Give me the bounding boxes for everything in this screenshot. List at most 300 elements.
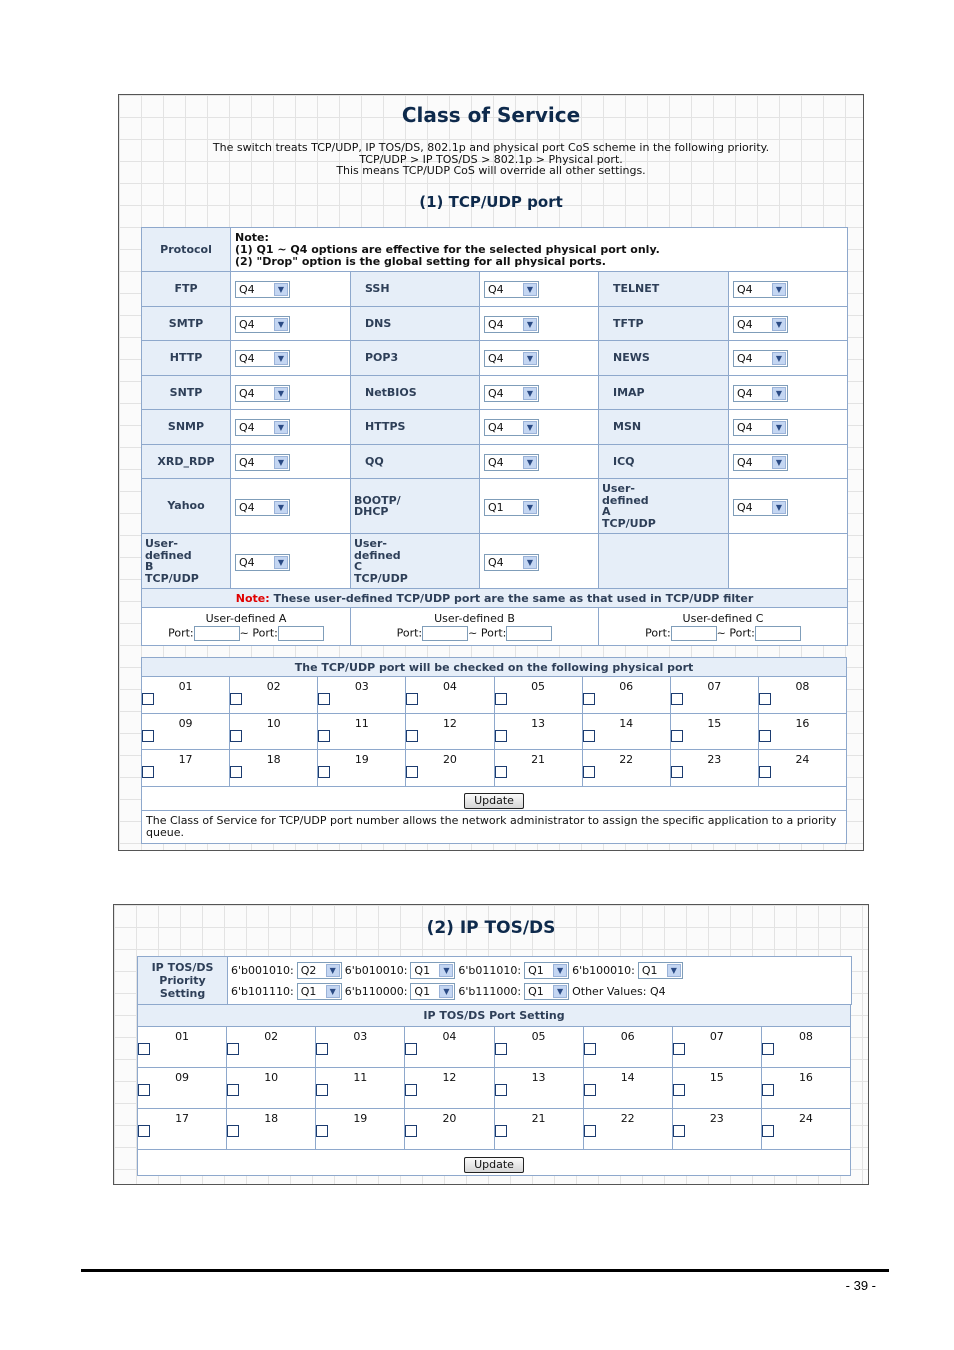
chevron-down-icon[interactable]: ▼ (523, 456, 537, 469)
priority-select[interactable] (484, 454, 539, 471)
port-number: 04 (442, 680, 457, 693)
tos-mapping-row (231, 960, 848, 981)
priority-select[interactable] (733, 499, 788, 516)
port-to-input[interactable] (755, 626, 801, 641)
port-checkbox[interactable] (759, 730, 771, 742)
port-checkbox[interactable] (673, 1084, 685, 1096)
priority-select[interactable] (484, 350, 539, 367)
select-value: Q4 (488, 352, 504, 366)
select-value: Q1 (488, 500, 504, 514)
intro-line: This means TCP/UDP CoS will override all other settings. (336, 164, 646, 177)
note-line: (2) "Drop" option is the global setting for all physical ports. (235, 254, 606, 268)
priority-select[interactable] (235, 419, 290, 436)
port-checkbox[interactable] (406, 730, 418, 742)
priority-select[interactable] (484, 281, 539, 298)
protocol-name: SNMP (142, 410, 231, 445)
select-value: Q1 (528, 984, 544, 998)
section-title-ip-tos: (2) IP TOS/DS (426, 918, 556, 938)
protocol-row (142, 341, 848, 376)
port-cell (227, 1068, 316, 1109)
port-cell (670, 713, 758, 750)
port-checkbox[interactable] (762, 1125, 774, 1137)
port-to-label: ~ Port: (239, 626, 278, 640)
priority-select[interactable] (484, 499, 539, 516)
port-cell (494, 1027, 583, 1068)
port-row (138, 1027, 851, 1068)
port-checkbox[interactable] (227, 1084, 239, 1096)
protocol-name-line: defined (145, 548, 192, 562)
port-number: 20 (442, 753, 457, 767)
port-number: 23 (707, 753, 722, 767)
port-number: 11 (354, 716, 369, 730)
port-number: 14 (619, 716, 634, 730)
protocol-priority-cell (231, 444, 351, 479)
priority-select[interactable] (235, 454, 290, 471)
port-checkbox[interactable] (316, 1084, 328, 1096)
empty-cell (729, 534, 848, 589)
port-checkbox[interactable] (673, 1125, 685, 1137)
port-number: 12 (442, 1071, 457, 1084)
port-number: 01 (175, 1030, 190, 1043)
chevron-down-icon[interactable]: ▼ (439, 964, 453, 977)
port-checkbox[interactable] (495, 730, 507, 742)
port-cell (758, 677, 846, 714)
port-cell (582, 750, 670, 787)
priority-select[interactable] (733, 350, 788, 367)
port-number: 09 (178, 716, 193, 730)
port-checkbox[interactable] (142, 730, 154, 742)
select-value: Q4 (239, 386, 255, 400)
port-number: 07 (707, 680, 722, 693)
chevron-down-icon[interactable]: ▼ (772, 456, 786, 469)
port-cell (318, 713, 406, 750)
port-checkbox[interactable] (406, 766, 418, 778)
port-checkbox[interactable] (495, 1084, 507, 1096)
port-checkbox[interactable] (495, 1043, 507, 1055)
port-checkbox[interactable] (138, 1084, 150, 1096)
port-checkbox[interactable] (584, 1043, 596, 1055)
protocol-row (142, 375, 848, 410)
port-cell (318, 677, 406, 714)
priority-select[interactable] (733, 419, 788, 436)
protocol-name-line: C (354, 560, 363, 573)
update-row (138, 1150, 851, 1176)
port-checkbox[interactable] (318, 766, 330, 778)
update-cell (142, 787, 847, 811)
protocol-table (141, 227, 848, 589)
protocol-name: SNTP (142, 375, 231, 410)
port-cell (758, 750, 846, 787)
chevron-down-icon[interactable]: ▼ (274, 501, 288, 514)
tos-priority-table (137, 956, 852, 1005)
port-checkbox[interactable] (583, 730, 595, 742)
chevron-down-icon[interactable]: ▼ (523, 283, 537, 296)
select-value: Q4 (737, 421, 753, 435)
protocol-priority-cell (480, 410, 599, 445)
priority-select[interactable] (297, 962, 342, 979)
chevron-down-icon[interactable]: ▼ (772, 501, 786, 514)
protocol-priority-cell (480, 534, 599, 589)
chevron-down-icon[interactable]: ▼ (553, 985, 567, 998)
tos-priority-label (138, 957, 228, 1005)
page-title: Class of Service (401, 103, 581, 127)
priority-select[interactable] (524, 962, 569, 979)
physical-port-header: The TCP/UDP port will be checked on the following physical port (142, 658, 847, 677)
protocol-name-line: TCP/UDP (145, 571, 199, 585)
priority-select[interactable] (484, 419, 539, 436)
priority-select[interactable] (235, 385, 290, 402)
port-checkbox[interactable] (230, 693, 242, 705)
protocol-name-line: Yahoo (167, 499, 205, 513)
userdef-port-range (351, 626, 598, 641)
port-from-input[interactable] (422, 626, 468, 641)
protocol-name (351, 534, 480, 589)
port-number: 15 (709, 1071, 724, 1084)
chevron-down-icon[interactable]: ▼ (274, 421, 288, 434)
port-cell (583, 1027, 672, 1068)
port-to-input[interactable] (506, 626, 552, 641)
update-button[interactable]: Update (464, 1157, 524, 1173)
update-row (142, 787, 847, 811)
port-number: 21 (531, 753, 546, 767)
chevron-down-icon[interactable]: ▼ (523, 421, 537, 434)
select-value: Q4 (239, 455, 255, 469)
protocol-priority-cell (480, 341, 599, 376)
note-line: (1) Q1 ~ Q4 options are effective for the selected physical port only. (235, 242, 660, 256)
priority-select[interactable] (733, 281, 788, 298)
protocol-name: TFTP (599, 306, 729, 341)
port-checkbox[interactable] (584, 1084, 596, 1096)
chevron-down-icon[interactable]: ▼ (439, 985, 453, 998)
protocol-name (142, 479, 231, 534)
protocol-priority-cell (231, 479, 351, 534)
tos-mappings (228, 957, 852, 1005)
userdef-port-range (599, 626, 847, 641)
port-cell (761, 1027, 850, 1068)
protocol-row (142, 479, 848, 534)
port-checkbox[interactable] (316, 1043, 328, 1055)
chevron-down-icon[interactable]: ▼ (523, 387, 537, 400)
page-number: - 39 - (845, 1278, 876, 1293)
select-value: Q1 (300, 984, 317, 998)
port-checkbox[interactable] (142, 693, 154, 705)
port-checkbox[interactable] (230, 766, 242, 778)
priority-select[interactable] (733, 316, 788, 333)
port-checkbox[interactable] (495, 693, 507, 705)
select-value: Q4 (239, 421, 255, 435)
select-value: Q4 (488, 555, 504, 569)
port-number: 11 (353, 1071, 368, 1084)
protocol-name: TELNET (599, 272, 729, 307)
protocol-name-line: B (145, 560, 154, 573)
userdef-table (141, 588, 848, 646)
port-cell (138, 1109, 227, 1150)
port-cell (758, 713, 846, 750)
update-cell (138, 1150, 851, 1176)
port-checkbox[interactable] (316, 1125, 328, 1137)
port-from-input[interactable] (671, 626, 717, 641)
protocol-name: IMAP (599, 375, 729, 410)
protocol-name-line: BOOTP/ (354, 493, 401, 507)
protocol-name: HTTP (142, 341, 231, 376)
chevron-down-icon[interactable]: ▼ (772, 318, 786, 331)
priority-select[interactable] (410, 983, 455, 1000)
priority-select[interactable] (235, 316, 290, 333)
select-value: Q4 (488, 386, 504, 400)
protocol-name (351, 479, 480, 534)
tos-mapping-label: 6'b010010: (344, 963, 408, 977)
chevron-down-icon[interactable]: ▼ (772, 283, 786, 296)
userdef-group-label: User-defined A (205, 612, 287, 625)
priority-select[interactable] (733, 385, 788, 402)
select-value: Q4 (239, 317, 255, 331)
select-value: Q4 (239, 283, 255, 297)
priority-select[interactable] (235, 350, 290, 367)
chevron-down-icon[interactable]: ▼ (772, 387, 786, 400)
description-row (142, 811, 847, 844)
tos-mapping-row (231, 981, 848, 1002)
port-checkbox[interactable] (583, 766, 595, 778)
port-number: 02 (266, 680, 281, 693)
port-number: 02 (264, 1030, 279, 1043)
chevron-down-icon[interactable]: ▼ (523, 318, 537, 331)
port-checkbox[interactable] (138, 1125, 150, 1137)
protocol-name: NEWS (599, 341, 729, 376)
priority-select[interactable] (484, 554, 539, 571)
chevron-down-icon[interactable]: ▼ (274, 318, 288, 331)
protocol-name: POP3 (351, 341, 480, 376)
port-checkbox[interactable] (227, 1043, 239, 1055)
select-value: Q1 (641, 963, 658, 977)
port-checkbox[interactable] (138, 1043, 150, 1055)
select-value: Q1 (528, 963, 544, 977)
label-line: Priority (159, 974, 206, 987)
intro-line: The switch treats TCP/UDP, IP TOS/DS, 802.1p and physical port CoS scheme in the following priority. (212, 141, 770, 154)
protocol-priority-cell (231, 375, 351, 410)
chevron-down-icon[interactable]: ▼ (274, 283, 288, 296)
tos-mapping-label: 6'b001010: (231, 963, 294, 977)
chevron-down-icon[interactable]: ▼ (772, 421, 786, 434)
port-checkbox[interactable] (584, 1125, 596, 1137)
port-cell (406, 750, 494, 787)
port-number: 10 (266, 716, 281, 730)
select-value: Q4 (737, 500, 753, 514)
priority-select[interactable] (733, 454, 788, 471)
protocol-name (599, 479, 729, 534)
priority-select[interactable] (235, 554, 290, 571)
port-number: 05 (531, 1030, 546, 1043)
chevron-down-icon[interactable]: ▼ (772, 352, 786, 365)
tos-mapping-label: 6'b110000: (344, 984, 408, 998)
chevron-down-icon[interactable]: ▼ (274, 387, 288, 400)
port-cell (672, 1068, 761, 1109)
protocol-name-line: User- (145, 537, 178, 550)
port-number: 16 (798, 1071, 813, 1084)
protocol-priority-cell (231, 341, 351, 376)
port-number: 08 (795, 680, 810, 693)
protocol-name: QQ (351, 444, 480, 479)
protocol-priority-cell (729, 306, 848, 341)
protocol-name-line: User- (354, 537, 387, 550)
update-button[interactable]: Update (464, 793, 524, 809)
priority-select[interactable] (484, 385, 539, 402)
port-cell (138, 1027, 227, 1068)
protocol-name: HTTPS (351, 410, 480, 445)
port-to-label: ~ Port: (716, 626, 755, 640)
chevron-down-icon[interactable]: ▼ (523, 556, 537, 569)
port-checkbox[interactable] (230, 730, 242, 742)
port-number: 06 (619, 680, 634, 693)
port-number: 06 (620, 1030, 635, 1043)
port-checkbox[interactable] (318, 693, 330, 705)
port-from-input[interactable] (194, 626, 240, 641)
protocol-name: XRD_RDP (142, 444, 231, 479)
port-checkbox[interactable] (762, 1084, 774, 1096)
protocol-priority-cell (231, 534, 351, 589)
port-number: 12 (442, 716, 457, 730)
port-to-input[interactable] (278, 626, 324, 641)
protocol-priority-cell (480, 375, 599, 410)
port-checkbox[interactable] (673, 1043, 685, 1055)
protocol-name-line: A (602, 505, 611, 518)
port-cell (138, 1068, 227, 1109)
protocol-priority-cell (231, 306, 351, 341)
chevron-down-icon[interactable]: ▼ (274, 456, 288, 469)
priority-select[interactable] (235, 281, 290, 298)
port-checkbox[interactable] (227, 1125, 239, 1137)
select-value: Q1 (414, 963, 431, 977)
port-cell (583, 1068, 672, 1109)
priority-select[interactable] (297, 983, 342, 1000)
port-checkbox[interactable] (671, 766, 683, 778)
protocol-name: DNS (351, 306, 480, 341)
port-number: 05 (531, 680, 546, 693)
label-line: Setting (159, 987, 206, 1000)
protocol-priority-cell (231, 410, 351, 445)
protocol-priority-cell (480, 479, 599, 534)
protocol-priority-cell (480, 444, 599, 479)
note-text: These user-defined TCP/UDP port are the same as that used in TCP/UDP filter (269, 591, 754, 605)
port-from-label: Port: (168, 626, 194, 640)
port-checkbox[interactable] (318, 730, 330, 742)
port-row (142, 677, 847, 714)
protocol-row (142, 272, 848, 307)
port-number: 08 (798, 1030, 813, 1043)
priority-select[interactable] (410, 962, 455, 979)
port-row (138, 1068, 851, 1109)
port-cell (316, 1027, 405, 1068)
protocol-priority-cell (231, 272, 351, 307)
footer-rule (81, 1269, 889, 1272)
userdef-group (142, 608, 351, 646)
note-label: Note: (235, 591, 270, 605)
userdef-group-label: User-defined B (434, 612, 515, 625)
chevron-down-icon[interactable]: ▼ (667, 964, 681, 977)
port-checkbox[interactable] (762, 1043, 774, 1055)
tos-mapping-label: 6'b100010: (572, 963, 635, 977)
protocol-name-line: DHCP (354, 505, 389, 518)
port-cell (405, 1068, 494, 1109)
port-checkbox[interactable] (142, 766, 154, 778)
select-value: Q4 (737, 317, 753, 331)
port-checkbox[interactable] (671, 693, 683, 705)
tos-mapping-label: 6'b011010: (458, 963, 522, 977)
chevron-down-icon[interactable]: ▼ (326, 985, 340, 998)
select-value: Q4 (239, 352, 255, 366)
port-checkbox[interactable] (495, 1125, 507, 1137)
port-checkbox[interactable] (495, 766, 507, 778)
port-to-label: ~ Port: (468, 626, 507, 640)
port-number: 15 (707, 716, 722, 730)
priority-select[interactable] (638, 962, 683, 979)
select-value: Q4 (488, 317, 504, 331)
port-number: 18 (264, 1112, 279, 1125)
select-value: Q4 (737, 455, 753, 469)
port-cell (672, 1109, 761, 1150)
userdef-group (351, 608, 599, 646)
port-checkbox[interactable] (405, 1125, 417, 1137)
protocol-name-line: TCP/UDP (354, 571, 408, 585)
chevron-down-icon[interactable]: ▼ (523, 352, 537, 365)
port-row (142, 750, 847, 787)
port-number: 16 (795, 716, 810, 730)
port-number: 22 (620, 1112, 635, 1125)
protocol-name: SSH (351, 272, 480, 307)
select-value: Q4 (239, 500, 255, 514)
chevron-down-icon[interactable]: ▼ (326, 964, 340, 977)
port-checkbox[interactable] (583, 693, 595, 705)
chevron-down-icon[interactable]: ▼ (274, 556, 288, 569)
chevron-down-icon[interactable]: ▼ (523, 501, 537, 514)
protocol-row (142, 410, 848, 445)
port-cell (494, 1068, 583, 1109)
port-number: 19 (353, 1112, 368, 1125)
label-line: IP TOS/DS (151, 961, 214, 974)
protocol-priority-cell (729, 341, 848, 376)
select-value: Q4 (488, 455, 504, 469)
priority-select[interactable] (235, 499, 290, 516)
port-cell (494, 677, 582, 714)
port-checkbox[interactable] (759, 693, 771, 705)
select-value: Q4 (488, 283, 504, 297)
port-checkbox[interactable] (759, 766, 771, 778)
port-cell (142, 677, 230, 714)
chevron-down-icon[interactable]: ▼ (553, 964, 567, 977)
port-row (138, 1109, 851, 1150)
port-cell (670, 750, 758, 787)
protocol-name-line: TCP/UDP (602, 516, 656, 530)
ip-tos-ds-panel (113, 904, 869, 1185)
port-checkbox[interactable] (671, 730, 683, 742)
protocol-row (142, 306, 848, 341)
port-cell (583, 1109, 672, 1150)
port-number: 04 (442, 1030, 457, 1043)
select-value: Q4 (737, 283, 753, 297)
protocol-priority-cell (480, 272, 599, 307)
chevron-down-icon[interactable]: ▼ (274, 352, 288, 365)
port-cell (405, 1109, 494, 1150)
protocol-name-line: defined (354, 548, 401, 562)
port-cell (670, 677, 758, 714)
port-checkbox[interactable] (405, 1084, 417, 1096)
port-checkbox[interactable] (405, 1043, 417, 1055)
port-checkbox[interactable] (406, 693, 418, 705)
port-cell (142, 750, 230, 787)
port-number: 03 (354, 680, 369, 693)
priority-select[interactable] (484, 316, 539, 333)
port-number: 01 (178, 680, 193, 693)
priority-select[interactable] (524, 983, 569, 1000)
